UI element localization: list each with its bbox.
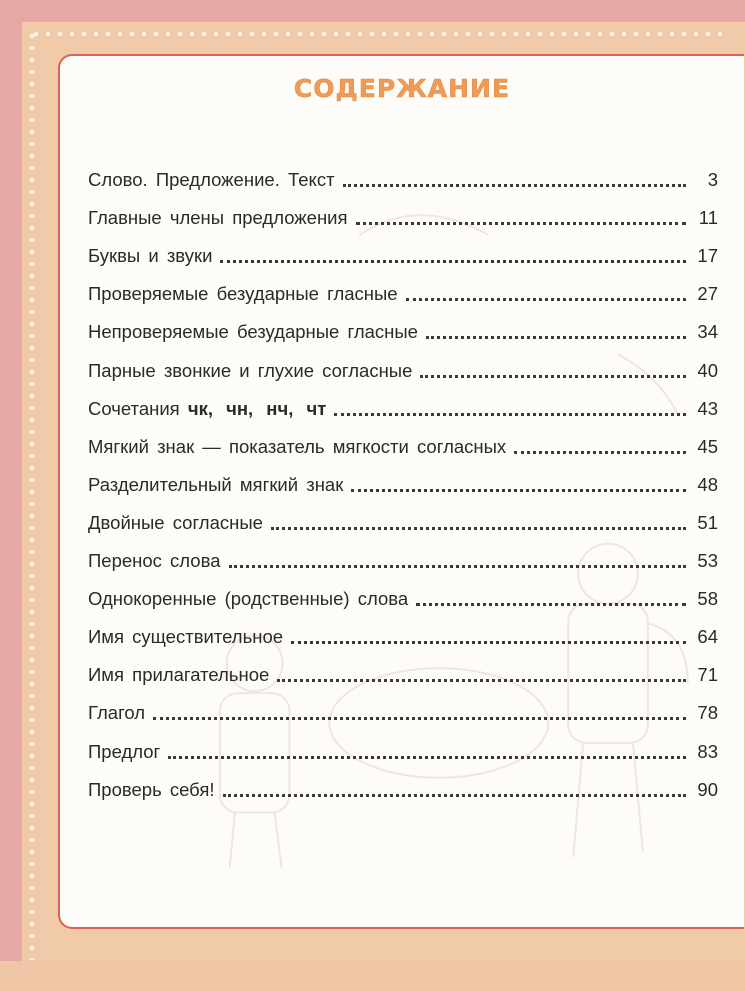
toc-entry-label-bold: чк, чн, нч, чт (187, 397, 327, 419)
decorative-dots-top (30, 30, 730, 38)
toc-entry (88, 724, 718, 762)
toc-entry (88, 420, 718, 458)
dot-leader (514, 451, 686, 454)
dot-leader (223, 794, 686, 797)
toc-entry (88, 229, 718, 267)
toc-page-number: 27 (697, 283, 718, 305)
toc-entry (88, 458, 718, 496)
dot-leader (271, 527, 686, 530)
toc-entry-label: Предлог (88, 740, 161, 762)
dot-leader (343, 184, 686, 187)
toc-entry-label-text: Сочетания (88, 397, 188, 419)
toc-entry (88, 153, 718, 191)
dot-leader (356, 222, 686, 225)
toc-entry-label: Разделительный мягкий знак (88, 473, 344, 495)
toc-page-number: 51 (697, 511, 718, 533)
decorative-dots-left (28, 30, 36, 960)
toc-page-number: 78 (697, 702, 718, 724)
toc-page-number: 43 (697, 397, 718, 419)
toc-entry-label: Перенос слова (88, 550, 221, 572)
dot-leader (334, 413, 686, 416)
toc-entry-label: Слово. Предложение. Текст (88, 169, 335, 191)
toc-page-number: 64 (697, 626, 718, 648)
toc-entry-label: Мягкий знак — показатель мягкости согласных (88, 435, 507, 457)
toc-entry (88, 191, 718, 229)
dot-leader (220, 260, 686, 263)
toc-entry (88, 763, 718, 801)
toc-entry (88, 572, 718, 610)
dot-leader (351, 489, 686, 492)
toc-entry-label: Имя прилагательное (88, 664, 270, 686)
toc-entry-label: Имя существительное (88, 626, 284, 648)
toc-entry (88, 648, 718, 686)
toc-entry (88, 343, 718, 381)
toc-entry-label (88, 398, 326, 420)
toc-entry-label: Однокоренные (родственные) слова (88, 588, 409, 610)
toc-entry (88, 610, 718, 648)
toc-entry (88, 686, 718, 724)
toc-page-number: 71 (697, 664, 718, 686)
toc-entry-label: Двойные согласные (88, 511, 263, 533)
bottom-border-band (0, 961, 745, 991)
toc-page-number: 40 (697, 359, 718, 381)
dot-leader (229, 565, 686, 568)
dot-leader (420, 375, 686, 378)
toc-page-number: 11 (698, 207, 718, 229)
toc-entry (88, 496, 718, 534)
dot-leader (416, 603, 686, 606)
toc-page-number: 48 (697, 473, 718, 495)
dot-leader (426, 336, 686, 339)
dot-leader (153, 717, 686, 720)
dot-leader (291, 641, 686, 644)
toc-entry (88, 267, 718, 305)
toc-entry (88, 534, 718, 572)
toc-entry-label: Проверь себя! (88, 778, 215, 800)
page-title: СОДЕРЖАНИЕ (293, 74, 511, 103)
toc-entry (88, 305, 718, 343)
left-border-band (0, 0, 22, 991)
toc-entry-label: Буквы и звуки (88, 245, 213, 267)
contents-card (58, 54, 744, 929)
toc-page-number: 17 (697, 245, 718, 267)
toc-entry (88, 382, 718, 420)
dot-leader (406, 298, 686, 301)
top-border-band (0, 0, 745, 22)
table-of-contents (88, 153, 718, 801)
dot-leader (277, 679, 686, 682)
toc-entry-label: Глагол (88, 702, 146, 724)
dot-leader (168, 756, 686, 759)
toc-entry-label: Проверяемые безударные гласные (88, 283, 398, 305)
toc-page-number: 58 (697, 588, 718, 610)
toc-page-number: 3 (707, 169, 718, 191)
toc-page-number: 90 (697, 778, 718, 800)
toc-entry-label: Парные звонкие и глухие согласные (88, 359, 413, 381)
toc-entry-label: Главные члены предложения (88, 207, 348, 229)
toc-entry-label: Непроверяемые безударные гласные (88, 321, 418, 343)
toc-page-number: 83 (697, 740, 718, 762)
toc-page-number: 53 (697, 550, 718, 572)
toc-page-number: 34 (697, 321, 718, 343)
toc-page-number: 45 (697, 435, 718, 457)
